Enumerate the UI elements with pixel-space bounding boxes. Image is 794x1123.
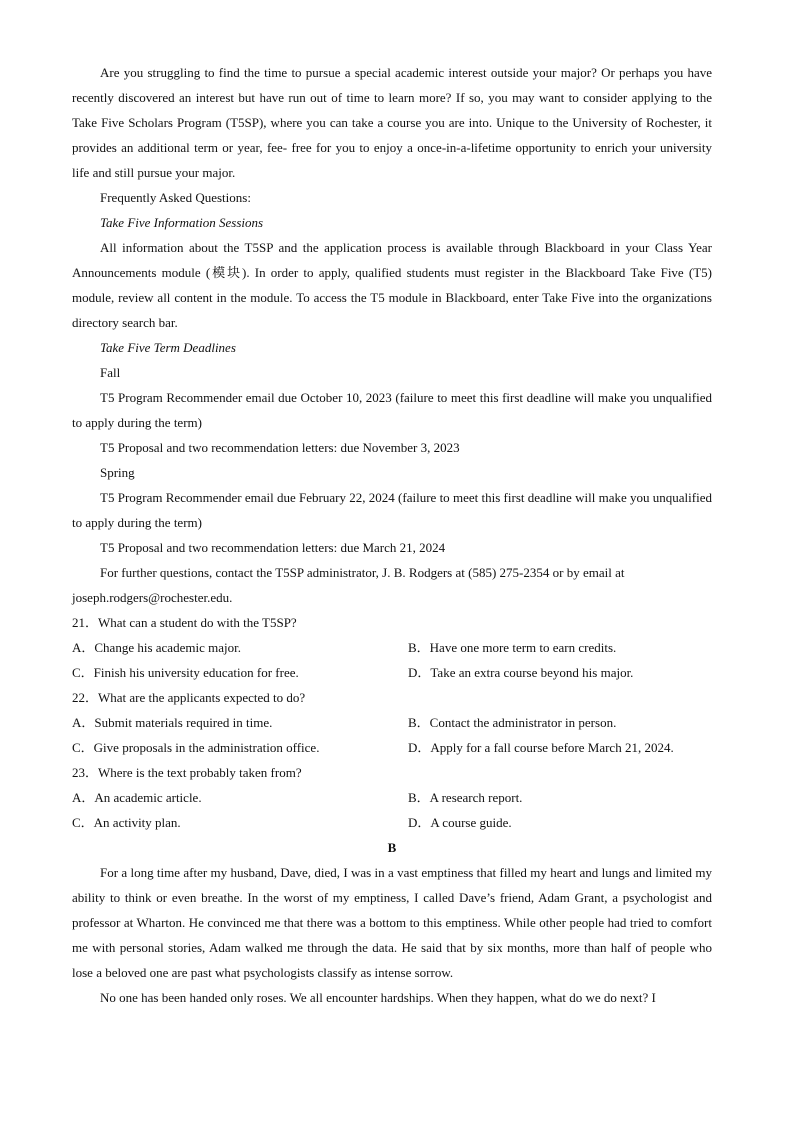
option-c: C．Finish his university education for free. [72, 665, 299, 680]
fall-label: Fall [100, 365, 121, 380]
option-d: D．Take an extra course beyond his major. [408, 665, 634, 680]
option-c: C．Give proposals in the administration office. [72, 740, 320, 755]
option-b: B．Contact the administrator in person. [408, 715, 617, 730]
spring-label: Spring [100, 465, 135, 480]
document-page [72, 60, 712, 1010]
spring-proposal-deadline: T5 Proposal and two recommendation letters: due March 21, 2024 [100, 540, 446, 555]
fall-proposal-deadline: T5 Proposal and two recommendation letters: due November 3, 2023 [100, 440, 460, 455]
question-stem: 21．What can a student do with the T5SP? [72, 615, 297, 630]
question-options [72, 710, 712, 760]
option-a: A．An academic article. [72, 790, 202, 805]
passage-b-paragraph-1: For a long time after my husband, Dave, died, I was in a vast emptiness that filled my heart and lungs and limited my ability to think or even breathe. In the worst of my emptiness, I called Dave’s friend, Adam Grant, a psychologist and professor at Wharton. He convinced me that there was a bottom to this emptiness. While other people had tried to comfort me with personal stories, Adam walked me through the data. He said that by six months, more than half of people who lose a beloved one are past what psychologists classify as intense sorrow. [72, 865, 712, 980]
question-stem: 23．Where is the text probably taken from? [72, 765, 302, 780]
option-c: C．An activity plan. [72, 815, 181, 830]
spring-email-deadline: T5 Program Recommender email due February 22, 2024 (failure to meet this first deadline will make you unqualified to apply during the term) [72, 490, 712, 530]
passage-b-paragraph-2: No one has been handed only roses. We all encounter hardships. When they happen, what do we do next? I [100, 990, 656, 1005]
contact-paragraph: For further questions, contact the T5SP administrator, J. B. Rodgers at (585) 275-2354 or by email at joseph.rodgers@rochester.edu. [72, 565, 625, 605]
option-d: D．A course guide. [408, 815, 512, 830]
faq-heading: Frequently Asked Questions: [100, 190, 251, 205]
question-options [72, 785, 712, 835]
question-stem: 22．What are the applicants expected to do? [72, 690, 306, 705]
option-d: D．Apply for a fall course before March 21, 2024. [408, 740, 674, 755]
option-b: B．A research report. [408, 790, 523, 805]
fall-email-deadline: T5 Program Recommender email due October 10, 2023 (failure to meet this first deadline will make you unqualified to apply during the term) [72, 390, 712, 430]
deadlines-heading: Take Five Term Deadlines [100, 340, 236, 355]
option-b: B．Have one more term to earn credits. [408, 640, 617, 655]
section-letter: B [387, 840, 397, 855]
intro-paragraph: Are you struggling to find the time to pursue a special academic interest outside your major? Or perhaps you have recently discovered an interest but have run out of time to learn more? If so, you may want to consider applying to the Take Five Scholars Program (T5SP), where you can take a course you are into. Unique to the University of Rochester, it provides an additional term or year, fee- free for you to enjoy a once-in-a-lifetime opportunity to enrich your university life and still pursue your major. [72, 65, 712, 180]
sessions-heading: Take Five Information Sessions [100, 215, 264, 230]
sessions-paragraph: All information about the T5SP and the application process is available through Blackboard in your Class Year Announcements module (模块). In order to apply, qualified students must register in the Blackboard Take Five (T5) module, review all content in the module. To access the T5 module in Blackboard, enter Take Five into the organizations directory search bar. [72, 240, 712, 330]
question-options [72, 635, 712, 685]
option-a: A．Change his academic major. [72, 640, 241, 655]
option-a: A．Submit materials required in time. [72, 715, 273, 730]
